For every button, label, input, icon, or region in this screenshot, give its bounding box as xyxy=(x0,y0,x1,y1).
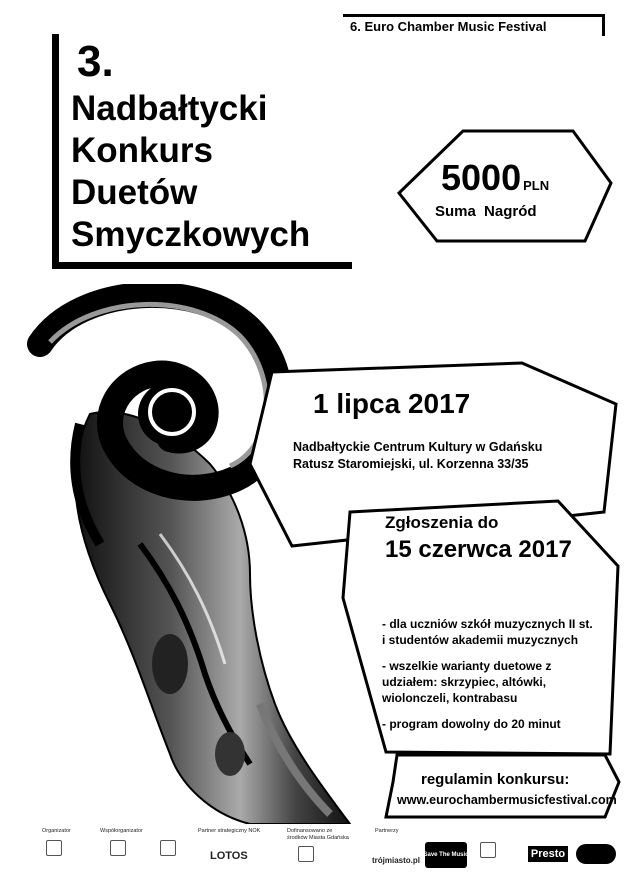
save-the-music-logo: Save The Music xyxy=(425,842,467,868)
rules-url[interactable]: www.eurochambermusicfestival.com xyxy=(397,793,617,807)
organizer-logo xyxy=(46,840,62,856)
co-organizer-caption: Współorganizator xyxy=(100,828,143,834)
strategic-partner-caption: Partner strategiczny NOK xyxy=(198,828,261,834)
page-title xyxy=(71,88,310,256)
list-item-line: - dla uczniów szkół muzycznych II st. xyxy=(382,617,593,631)
title-line: Smyczkowych xyxy=(71,215,311,254)
prize-amount xyxy=(441,158,549,206)
venue-line: Nadbałtyckie Centrum Kultury w Gdańsku xyxy=(293,440,543,454)
funding-caption-2: środków Miasta Gdańska xyxy=(287,835,349,841)
lotos-logo: LOTOS xyxy=(210,850,248,862)
partner-oval-logo xyxy=(576,844,616,864)
organizer-caption: Organizator xyxy=(42,828,71,834)
list-item-line: udziałem: skrzypiec, altówki, xyxy=(382,675,547,689)
list-item-line: wiolonczeli, kontrabasu xyxy=(382,691,518,705)
venue-line: Ratusz Staromiejski, ul. Korzenna 33/35 xyxy=(293,457,529,471)
prize-label: Suma Nagród xyxy=(435,203,537,220)
title-line: Nadbałtycki xyxy=(71,89,268,128)
footer-sponsors xyxy=(0,826,630,880)
list-item-line: - program dowolny do 20 minut xyxy=(382,717,561,731)
partners-caption: Partnerzy xyxy=(375,828,399,834)
title-underline xyxy=(52,262,352,269)
festival-header xyxy=(343,14,605,36)
list-item xyxy=(382,616,612,648)
rules-label: regulamin konkursu: xyxy=(421,771,570,788)
event-venue xyxy=(293,439,542,473)
funding-caption-1: Dofinansowano ze xyxy=(287,828,333,834)
co-organizer-logo-1 xyxy=(110,840,126,856)
title-line: Duetów xyxy=(71,173,198,212)
prize-value: 5000 xyxy=(441,157,522,198)
co-organizer-logo-2 xyxy=(160,840,176,856)
list-item xyxy=(382,658,612,706)
presto-logo: Presto xyxy=(528,846,568,862)
trojmiasto-logo: trójmiasto.pl xyxy=(372,856,421,865)
list-item-line: - wszelkie warianty duetowe z xyxy=(382,659,552,673)
list-item-line: i studentów akademii muzycznych xyxy=(382,633,579,647)
registration-label: Zgłoszenia do xyxy=(385,513,499,532)
prize-currency: PLN xyxy=(523,178,550,193)
title-number: 3. xyxy=(77,37,114,86)
festival-label: 6. Euro Chamber Music Festival xyxy=(350,19,547,34)
list-item xyxy=(382,716,612,732)
partner-logo xyxy=(480,842,496,858)
event-date: 1 lipca 2017 xyxy=(313,388,471,419)
title-rule xyxy=(52,34,59,266)
registration-deadline: 15 czerwca 2017 xyxy=(385,536,572,563)
gdansk-logo xyxy=(298,846,314,862)
requirements-list xyxy=(382,616,612,742)
title-line: Konkurs xyxy=(71,131,213,170)
